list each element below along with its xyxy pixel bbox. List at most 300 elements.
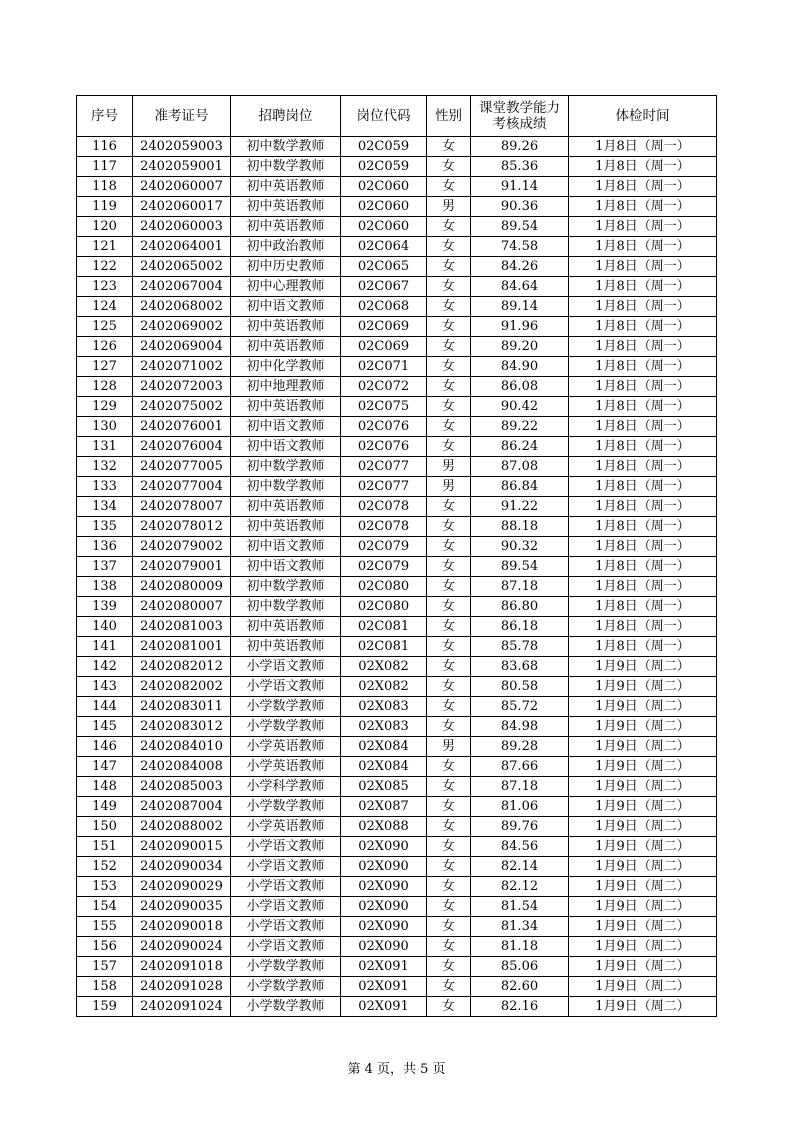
cell-position-code: 02C076 [341, 437, 427, 457]
cell-position: 初中英语教师 [231, 217, 341, 237]
cell-teaching-score: 90.36 [471, 197, 569, 217]
cell-position-code: 02C079 [341, 537, 427, 557]
header-ticket-number: 准考证号 [133, 96, 231, 137]
cell-index: 123 [77, 277, 133, 297]
cell-position-code: 02C069 [341, 337, 427, 357]
cell-teaching-score: 74.58 [471, 237, 569, 257]
cell-position: 初中语文教师 [231, 417, 341, 437]
cell-ticket-number: 2402077005 [133, 457, 231, 477]
cell-gender: 女 [427, 377, 471, 397]
cell-position-code: 02X091 [341, 997, 427, 1017]
cell-position: 初中数学教师 [231, 597, 341, 617]
cell-position: 初中数学教师 [231, 457, 341, 477]
cell-index: 136 [77, 537, 133, 557]
cell-exam-time: 1月8日（周一） [569, 297, 717, 317]
cell-ticket-number: 2402065002 [133, 257, 231, 277]
table-row [77, 737, 717, 757]
table-row [77, 857, 717, 877]
cell-position: 小学数学教师 [231, 797, 341, 817]
cell-position: 初中语文教师 [231, 537, 341, 557]
cell-teaching-score: 82.14 [471, 857, 569, 877]
cell-position: 初中英语教师 [231, 197, 341, 217]
cell-exam-time: 1月8日（周一） [569, 137, 717, 157]
table-row [77, 397, 717, 417]
cell-exam-time: 1月9日（周二） [569, 657, 717, 677]
cell-teaching-score: 87.08 [471, 457, 569, 477]
cell-teaching-score: 85.72 [471, 697, 569, 717]
cell-teaching-score: 89.20 [471, 337, 569, 357]
cell-ticket-number: 2402079001 [133, 557, 231, 577]
cell-position: 初中历史教师 [231, 257, 341, 277]
header-teaching-score: 课堂教学能力 考核成绩 [471, 96, 569, 137]
table-row [77, 137, 717, 157]
cell-ticket-number: 2402064001 [133, 237, 231, 257]
cell-position-code: 02X090 [341, 837, 427, 857]
cell-exam-time: 1月8日（周一） [569, 417, 717, 437]
cell-index: 129 [77, 397, 133, 417]
cell-index: 126 [77, 337, 133, 357]
table-row [77, 837, 717, 857]
cell-teaching-score: 89.28 [471, 737, 569, 757]
cell-position-code: 02C081 [341, 617, 427, 637]
cell-gender: 女 [427, 437, 471, 457]
cell-ticket-number: 2402077004 [133, 477, 231, 497]
cell-position-code: 02X083 [341, 697, 427, 717]
cell-index: 127 [77, 357, 133, 377]
cell-gender: 女 [427, 917, 471, 937]
cell-ticket-number: 2402075002 [133, 397, 231, 417]
cell-gender: 女 [427, 537, 471, 557]
cell-ticket-number: 2402069002 [133, 317, 231, 337]
cell-index: 158 [77, 977, 133, 997]
cell-index: 141 [77, 637, 133, 657]
cell-position-code: 02C075 [341, 397, 427, 417]
cell-index: 117 [77, 157, 133, 177]
cell-teaching-score: 84.98 [471, 717, 569, 737]
cell-gender: 女 [427, 397, 471, 417]
cell-exam-time: 1月9日（周二） [569, 937, 717, 957]
cell-position: 小学英语教师 [231, 737, 341, 757]
cell-index: 146 [77, 737, 133, 757]
cell-teaching-score: 82.16 [471, 997, 569, 1017]
table-row [77, 957, 717, 977]
cell-teaching-score: 89.54 [471, 217, 569, 237]
cell-index: 134 [77, 497, 133, 517]
cell-ticket-number: 2402090018 [133, 917, 231, 937]
cell-teaching-score: 89.22 [471, 417, 569, 437]
cell-exam-time: 1月8日（周一） [569, 237, 717, 257]
table-row [77, 237, 717, 257]
cell-position: 初中心理教师 [231, 277, 341, 297]
cell-position-code: 02X082 [341, 657, 427, 677]
cell-position-code: 02X091 [341, 957, 427, 977]
cell-exam-time: 1月9日（周二） [569, 777, 717, 797]
cell-position-code: 02C080 [341, 597, 427, 617]
cell-index: 153 [77, 877, 133, 897]
cell-exam-time: 1月8日（周一） [569, 197, 717, 217]
table-row [77, 177, 717, 197]
cell-ticket-number: 2402088002 [133, 817, 231, 837]
cell-teaching-score: 87.18 [471, 777, 569, 797]
cell-index: 159 [77, 997, 133, 1017]
cell-position-code: 02X090 [341, 877, 427, 897]
cell-gender: 女 [427, 137, 471, 157]
table-row [77, 677, 717, 697]
cell-exam-time: 1月9日（周二） [569, 757, 717, 777]
cell-position: 初中英语教师 [231, 317, 341, 337]
table-row [77, 917, 717, 937]
cell-ticket-number: 2402080009 [133, 577, 231, 597]
cell-gender: 女 [427, 577, 471, 597]
cell-teaching-score: 87.66 [471, 757, 569, 777]
cell-position-code: 02X090 [341, 917, 427, 937]
cell-position: 小学语文教师 [231, 677, 341, 697]
cell-teaching-score: 85.36 [471, 157, 569, 177]
table-row [77, 717, 717, 737]
cell-exam-time: 1月9日（周二） [569, 957, 717, 977]
table-row [77, 777, 717, 797]
cell-exam-time: 1月9日（周二） [569, 917, 717, 937]
cell-ticket-number: 2402090015 [133, 837, 231, 857]
cell-gender: 女 [427, 157, 471, 177]
cell-index: 140 [77, 617, 133, 637]
table-row [77, 577, 717, 597]
cell-gender: 女 [427, 717, 471, 737]
cell-position: 小学语文教师 [231, 657, 341, 677]
cell-teaching-score: 91.14 [471, 177, 569, 197]
cell-teaching-score: 84.64 [471, 277, 569, 297]
cell-position: 初中英语教师 [231, 177, 341, 197]
cell-ticket-number: 2402078012 [133, 517, 231, 537]
cell-exam-time: 1月8日（周一） [569, 257, 717, 277]
cell-ticket-number: 2402079002 [133, 537, 231, 557]
cell-position: 小学语文教师 [231, 837, 341, 857]
cell-teaching-score: 86.84 [471, 477, 569, 497]
cell-ticket-number: 2402078007 [133, 497, 231, 517]
cell-position-code: 02C059 [341, 157, 427, 177]
cell-ticket-number: 2402084010 [133, 737, 231, 757]
cell-position: 小学语文教师 [231, 937, 341, 957]
table-row [77, 297, 717, 317]
cell-exam-time: 1月9日（周二） [569, 797, 717, 817]
table-row [77, 217, 717, 237]
cell-exam-time: 1月8日（周一） [569, 317, 717, 337]
cell-gender: 女 [427, 517, 471, 537]
cell-exam-time: 1月8日（周一） [569, 597, 717, 617]
cell-teaching-score: 83.68 [471, 657, 569, 677]
cell-exam-time: 1月8日（周一） [569, 497, 717, 517]
cell-position-code: 02C072 [341, 377, 427, 397]
cell-exam-time: 1月9日（周二） [569, 817, 717, 837]
cell-gender: 女 [427, 237, 471, 257]
cell-position: 初中英语教师 [231, 397, 341, 417]
cell-exam-time: 1月9日（周二） [569, 877, 717, 897]
table-row [77, 697, 717, 717]
cell-position-code: 02C080 [341, 577, 427, 597]
cell-gender: 女 [427, 837, 471, 857]
cell-teaching-score: 86.08 [471, 377, 569, 397]
header-position-code: 岗位代码 [341, 96, 427, 137]
cell-teaching-score: 91.96 [471, 317, 569, 337]
cell-index: 122 [77, 257, 133, 277]
cell-exam-time: 1月8日（周一） [569, 157, 717, 177]
cell-exam-time: 1月8日（周一） [569, 477, 717, 497]
cell-gender: 女 [427, 817, 471, 837]
cell-ticket-number: 2402091028 [133, 977, 231, 997]
cell-teaching-score: 86.24 [471, 437, 569, 457]
cell-position-code: 02X084 [341, 757, 427, 777]
table-row [77, 997, 717, 1017]
cell-position: 小学数学教师 [231, 957, 341, 977]
cell-position-code: 02C077 [341, 457, 427, 477]
cell-teaching-score: 81.54 [471, 897, 569, 917]
table-row [77, 197, 717, 217]
cell-position: 小学语文教师 [231, 917, 341, 937]
cell-ticket-number: 2402067004 [133, 277, 231, 297]
table-row [77, 477, 717, 497]
cell-position-code: 02C060 [341, 197, 427, 217]
cell-gender: 女 [427, 857, 471, 877]
table-row [77, 157, 717, 177]
cell-teaching-score: 90.32 [471, 537, 569, 557]
cell-position: 初中数学教师 [231, 137, 341, 157]
table-row [77, 257, 717, 277]
cell-teaching-score: 81.34 [471, 917, 569, 937]
cell-gender: 女 [427, 977, 471, 997]
cell-gender: 女 [427, 617, 471, 637]
cell-teaching-score: 90.42 [471, 397, 569, 417]
cell-exam-time: 1月8日（周一） [569, 277, 717, 297]
cell-position-code: 02X090 [341, 857, 427, 877]
cell-position: 初中语文教师 [231, 297, 341, 317]
cell-gender: 女 [427, 697, 471, 717]
cell-ticket-number: 2402083011 [133, 697, 231, 717]
cell-index: 130 [77, 417, 133, 437]
table-row [77, 337, 717, 357]
cell-position-code: 02C064 [341, 237, 427, 257]
cell-position-code: 02X085 [341, 777, 427, 797]
cell-ticket-number: 2402087004 [133, 797, 231, 817]
cell-teaching-score: 89.76 [471, 817, 569, 837]
page-footer: 第 4 页，共 5 页 [347, 1062, 446, 1077]
table-row [77, 457, 717, 477]
cell-gender: 男 [427, 477, 471, 497]
cell-position-code: 02C079 [341, 557, 427, 577]
cell-ticket-number: 2402060007 [133, 177, 231, 197]
cell-teaching-score: 89.14 [471, 297, 569, 317]
cell-ticket-number: 2402082002 [133, 677, 231, 697]
cell-teaching-score: 87.18 [471, 577, 569, 597]
cell-index: 124 [77, 297, 133, 317]
cell-ticket-number: 2402060017 [133, 197, 231, 217]
cell-position: 初中化学教师 [231, 357, 341, 377]
cell-position-code: 02C076 [341, 417, 427, 437]
cell-index: 116 [77, 137, 133, 157]
cell-exam-time: 1月8日（周一） [569, 397, 717, 417]
cell-position: 小学语文教师 [231, 857, 341, 877]
cell-index: 118 [77, 177, 133, 197]
table-row [77, 317, 717, 337]
cell-exam-time: 1月8日（周一） [569, 617, 717, 637]
cell-exam-time: 1月9日（周二） [569, 717, 717, 737]
cell-gender: 女 [427, 217, 471, 237]
cell-position-code: 02X083 [341, 717, 427, 737]
cell-index: 144 [77, 697, 133, 717]
cell-ticket-number: 2402076001 [133, 417, 231, 437]
cell-exam-time: 1月9日（周二） [569, 837, 717, 857]
cell-index: 149 [77, 797, 133, 817]
cell-ticket-number: 2402076004 [133, 437, 231, 457]
cell-index: 148 [77, 777, 133, 797]
cell-position: 小学英语教师 [231, 817, 341, 837]
cell-position: 小学科学教师 [231, 777, 341, 797]
cell-ticket-number: 2402068002 [133, 297, 231, 317]
cell-index: 156 [77, 937, 133, 957]
cell-position: 初中政治教师 [231, 237, 341, 257]
cell-gender: 女 [427, 757, 471, 777]
cell-position: 小学语文教师 [231, 877, 341, 897]
cell-gender: 女 [427, 657, 471, 677]
cell-gender: 女 [427, 797, 471, 817]
cell-position-code: 02X082 [341, 677, 427, 697]
cell-position: 初中英语教师 [231, 517, 341, 537]
cell-gender: 女 [427, 177, 471, 197]
cell-position-code: 02C060 [341, 177, 427, 197]
cell-index: 138 [77, 577, 133, 597]
cell-position-code: 02X091 [341, 977, 427, 997]
cell-index: 137 [77, 557, 133, 577]
cell-teaching-score: 91.22 [471, 497, 569, 517]
cell-gender: 女 [427, 637, 471, 657]
table-row [77, 937, 717, 957]
cell-index: 128 [77, 377, 133, 397]
cell-index: 152 [77, 857, 133, 877]
cell-position-code: 02C081 [341, 637, 427, 657]
table-row [77, 817, 717, 837]
cell-position-code: 02X090 [341, 897, 427, 917]
cell-position: 小学语文教师 [231, 897, 341, 917]
cell-exam-time: 1月9日（周二） [569, 697, 717, 717]
cell-exam-time: 1月9日（周二） [569, 737, 717, 757]
cell-position: 初中语文教师 [231, 437, 341, 457]
cell-position-code: 02C069 [341, 317, 427, 337]
cell-gender: 女 [427, 957, 471, 977]
table-row [77, 877, 717, 897]
cell-position: 小学数学教师 [231, 697, 341, 717]
table-row [77, 537, 717, 557]
cell-index: 154 [77, 897, 133, 917]
cell-index: 145 [77, 717, 133, 737]
table-row [77, 377, 717, 397]
cell-position-code: 02C060 [341, 217, 427, 237]
table-row [77, 437, 717, 457]
cell-gender: 男 [427, 457, 471, 477]
cell-ticket-number: 2402080007 [133, 597, 231, 617]
header-position: 招聘岗位 [231, 96, 341, 137]
table-row [77, 557, 717, 577]
cell-position-code: 02C078 [341, 517, 427, 537]
header-index: 序号 [77, 96, 133, 137]
cell-teaching-score: 89.26 [471, 137, 569, 157]
header-row [77, 96, 717, 137]
cell-index: 151 [77, 837, 133, 857]
cell-gender: 女 [427, 997, 471, 1017]
cell-index: 132 [77, 457, 133, 477]
cell-position: 初中英语教师 [231, 337, 341, 357]
cell-exam-time: 1月8日（周一） [569, 357, 717, 377]
cell-ticket-number: 2402072003 [133, 377, 231, 397]
cell-ticket-number: 2402081003 [133, 617, 231, 637]
table-row [77, 637, 717, 657]
cell-exam-time: 1月9日（周二） [569, 977, 717, 997]
table-header [77, 96, 717, 137]
cell-teaching-score: 84.56 [471, 837, 569, 857]
cell-ticket-number: 2402090029 [133, 877, 231, 897]
cell-index: 157 [77, 957, 133, 977]
cell-position: 初中数学教师 [231, 477, 341, 497]
cell-gender: 女 [427, 357, 471, 377]
cell-position: 初中数学教师 [231, 577, 341, 597]
table-row [77, 977, 717, 997]
cell-position: 小学数学教师 [231, 977, 341, 997]
cell-position: 初中数学教师 [231, 157, 341, 177]
cell-teaching-score: 84.90 [471, 357, 569, 377]
cell-ticket-number: 2402060003 [133, 217, 231, 237]
cell-index: 150 [77, 817, 133, 837]
cell-teaching-score: 84.26 [471, 257, 569, 277]
cell-ticket-number: 2402090024 [133, 937, 231, 957]
cell-teaching-score: 82.60 [471, 977, 569, 997]
cell-teaching-score: 89.54 [471, 557, 569, 577]
table-row [77, 517, 717, 537]
cell-exam-time: 1月9日（周二） [569, 857, 717, 877]
cell-ticket-number: 2402071002 [133, 357, 231, 377]
cell-position-code: 02X088 [341, 817, 427, 837]
cell-teaching-score: 88.18 [471, 517, 569, 537]
cell-teaching-score: 80.58 [471, 677, 569, 697]
table-row [77, 357, 717, 377]
cell-exam-time: 1月9日（周二） [569, 677, 717, 697]
header-exam-time: 体检时间 [569, 96, 717, 137]
cell-ticket-number: 2402069004 [133, 337, 231, 357]
cell-exam-time: 1月9日（周二） [569, 897, 717, 917]
cell-ticket-number: 2402090035 [133, 897, 231, 917]
cell-gender: 女 [427, 337, 471, 357]
header-gender: 性别 [427, 96, 471, 137]
cell-teaching-score: 85.78 [471, 637, 569, 657]
cell-gender: 女 [427, 257, 471, 277]
cell-index: 147 [77, 757, 133, 777]
cell-position: 小学数学教师 [231, 717, 341, 737]
cell-exam-time: 1月8日（周一） [569, 457, 717, 477]
cell-index: 125 [77, 317, 133, 337]
cell-position: 初中英语教师 [231, 497, 341, 517]
cell-position-code: 02X087 [341, 797, 427, 817]
cell-ticket-number: 2402059003 [133, 137, 231, 157]
cell-gender: 男 [427, 737, 471, 757]
cell-exam-time: 1月8日（周一） [569, 217, 717, 237]
cell-index: 121 [77, 237, 133, 257]
cell-index: 119 [77, 197, 133, 217]
cell-position-code: 02X084 [341, 737, 427, 757]
table-body [77, 137, 717, 1017]
cell-teaching-score: 81.18 [471, 937, 569, 957]
cell-index: 133 [77, 477, 133, 497]
cell-position-code: 02C078 [341, 497, 427, 517]
cell-exam-time: 1月8日（周一） [569, 517, 717, 537]
cell-index: 143 [77, 677, 133, 697]
cell-ticket-number: 2402059001 [133, 157, 231, 177]
